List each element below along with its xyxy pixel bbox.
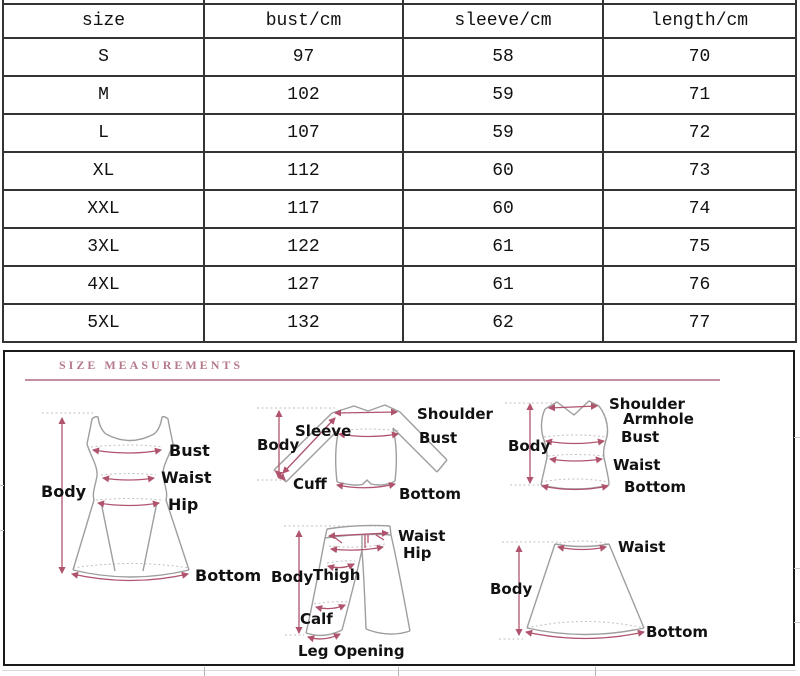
table-row	[3, 114, 796, 152]
pants-body-label: Body	[271, 568, 314, 586]
vest-waist-label: Waist	[613, 456, 661, 474]
dress-bust-label: Bust	[169, 441, 210, 460]
table-cell: 62	[403, 304, 603, 342]
table-row	[3, 228, 796, 266]
table-cell: S	[3, 38, 204, 76]
table-cell: 122	[204, 228, 403, 266]
margin-tick	[794, 568, 800, 569]
table-cell: 60	[403, 152, 603, 190]
top-sleeve-label: Sleeve	[295, 422, 352, 440]
table-cell: XL	[3, 152, 204, 190]
cut-off-grid-line	[2, 670, 796, 671]
margin-tick	[0, 530, 4, 531]
vest-bottom-label: Bottom	[624, 478, 687, 496]
table-row	[3, 76, 796, 114]
vest-bust-label: Bust	[621, 428, 660, 446]
table-row	[3, 266, 796, 304]
dress-waist-label: Waist	[161, 468, 212, 487]
table-cell: 5XL	[3, 304, 204, 342]
size-table	[2, 0, 797, 343]
top-cuff-label: Cuff	[293, 475, 327, 493]
dress-body-label: Body	[41, 482, 87, 501]
table-cell: 73	[603, 152, 796, 190]
table-cell: XXL	[3, 190, 204, 228]
table-cell: 61	[403, 228, 603, 266]
table-cell: L	[3, 114, 204, 152]
table-cell: 77	[603, 304, 796, 342]
skirt-waist-label: Waist	[618, 538, 666, 556]
table-cell: 61	[403, 266, 603, 304]
top-bust-label: Bust	[419, 429, 458, 447]
table-cell: 132	[204, 304, 403, 342]
table-cell: 70	[603, 38, 796, 76]
table-row	[3, 190, 796, 228]
pants-leg-opening-label: Leg Opening	[298, 642, 405, 660]
top-shoulder-label: Shoulder	[417, 405, 493, 423]
vest-shoulder-label: Shoulder	[609, 395, 685, 413]
margin-tick	[794, 437, 800, 438]
header-cell: length/cm	[603, 4, 796, 38]
table-cell: 127	[204, 266, 403, 304]
skirt-bottom-label: Bottom	[646, 623, 709, 641]
table-cell: 97	[204, 38, 403, 76]
table-cell: 76	[603, 266, 796, 304]
table-cell: 3XL	[3, 228, 204, 266]
cut-off-grid-stub	[595, 667, 596, 676]
table-cell: 59	[403, 76, 603, 114]
table-row	[3, 152, 796, 190]
table-cell: 75	[603, 228, 796, 266]
table-row	[3, 304, 796, 342]
vest-body-label: Body	[508, 437, 551, 455]
table-cell: 4XL	[3, 266, 204, 304]
table-cell: 107	[204, 114, 403, 152]
table-cell: 112	[204, 152, 403, 190]
table-cell: M	[3, 76, 204, 114]
pants-waist-label: Waist	[398, 527, 446, 545]
table-header-row	[3, 4, 796, 38]
table-cell: 72	[603, 114, 796, 152]
dress-hip-label: Hip	[168, 495, 199, 514]
header-cell: bust/cm	[204, 4, 403, 38]
top-bottom-label: Bottom	[399, 485, 462, 503]
measurements-panel	[3, 350, 795, 666]
pants-hip-label: Hip	[403, 544, 432, 562]
table-cell: 102	[204, 76, 403, 114]
table-cell: 58	[403, 38, 603, 76]
skirt-body-label: Body	[490, 580, 533, 598]
table-cell: 60	[403, 190, 603, 228]
table-cell: 74	[603, 190, 796, 228]
header-cell: size	[3, 4, 204, 38]
top-body-label: Body	[257, 436, 300, 454]
header-cell: sleeve/cm	[403, 4, 603, 38]
table-row	[3, 38, 796, 76]
pants-thigh-label: Thigh	[313, 566, 361, 584]
vest-armhole-label: Armhole	[623, 410, 694, 428]
table-cell: 59	[403, 114, 603, 152]
table-cell: 117	[204, 190, 403, 228]
dress-bottom-label: Bottom	[195, 566, 262, 585]
margin-tick	[0, 485, 4, 486]
panel-title: SIZE MEASUREMENTS	[59, 358, 244, 372]
margin-tick	[794, 622, 800, 623]
cut-off-grid-stub	[204, 667, 205, 676]
pants-calf-label: Calf	[300, 610, 333, 628]
cut-off-grid-stub	[398, 667, 399, 676]
table-cell: 71	[603, 76, 796, 114]
